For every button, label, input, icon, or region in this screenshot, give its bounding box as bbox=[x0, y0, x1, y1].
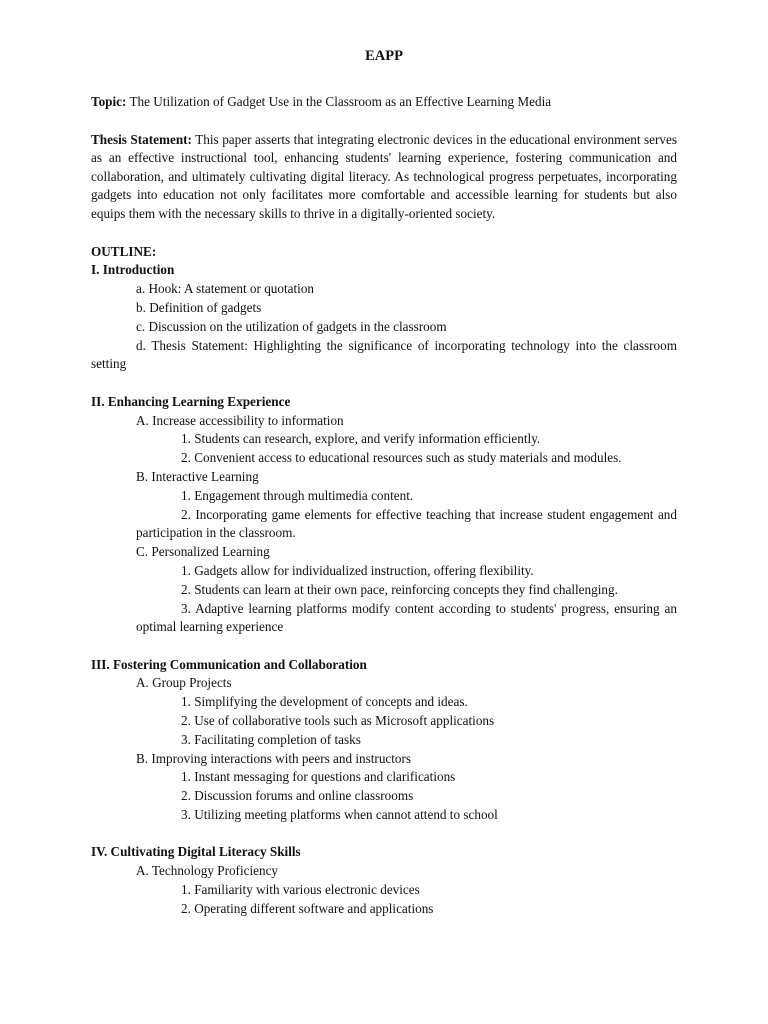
thesis-label: Thesis Statement: bbox=[91, 131, 192, 147]
outline-group-label: B. Improving interactions with peers and instructors bbox=[136, 750, 412, 766]
outline-item: d. Thesis Statement: Highlighting the significance of incorporating technology into the classroom setting bbox=[91, 337, 677, 372]
outline-subitem: 2. Convenient access to educational resources such as study materials and modules. bbox=[181, 450, 622, 466]
outline-subitem: 2. Students can learn at their own pace, reinforcing concepts they find challenging. bbox=[181, 581, 618, 597]
outline-subitem: 1. Gadgets allow for individualized instruction, offering flexibility. bbox=[181, 562, 534, 578]
section-title: IV. Cultivating Digital Literacy Skills bbox=[91, 844, 301, 860]
thesis-text: This paper asserts that integrating electronic devices in the educational environment serves as an effective instructional tool, enhancing students' learning experience, fostering communication and collaboration, and ultimately cultivating digital literacy. As technological progress perpetuates, incorporating gadgets into education not only facilitates more comfortable and accessible learning for students but also equips them with the necessary skills to thrive in a digitally-oriented society. bbox=[91, 131, 677, 221]
section-title: II. Enhancing Learning Experience bbox=[91, 393, 291, 409]
outline-subitem: 3. Utilizing meeting platforms when cannot attend to school bbox=[181, 807, 498, 823]
outline-subitem: 2. Discussion forums and online classrooms bbox=[181, 788, 414, 804]
outline-subitem: 1. Engagement through multimedia content. bbox=[181, 487, 414, 503]
outline-subitem: 2. Incorporating game elements for effective teaching that increase student engagement and participation in the classroom. bbox=[136, 506, 677, 541]
outline-group-label: C. Personalized Learning bbox=[136, 544, 270, 560]
outline-subitem: 2. Use of collaborative tools such as Microsoft applications bbox=[181, 713, 495, 729]
outline-subitem: 3. Adaptive learning platforms modify content according to students' progress, ensuring an optimal learning experience bbox=[136, 600, 677, 635]
outline-item: b. Definition of gadgets bbox=[136, 299, 262, 315]
outline-group-label: A. Increase accessibility to information bbox=[136, 412, 344, 428]
outline-item: c. Discussion on the utilization of gadgets in the classroom bbox=[136, 318, 447, 334]
outline-item: a. Hook: A statement or quotation bbox=[136, 281, 315, 297]
outline-subitem: 2. Operating different software and applications bbox=[181, 900, 434, 916]
outline-subitem: 1. Simplifying the development of concepts and ideas. bbox=[181, 694, 468, 710]
outline-group-label: B. Interactive Learning bbox=[136, 468, 259, 484]
topic-line bbox=[91, 93, 677, 112]
outline-heading: OUTLINE: bbox=[91, 243, 157, 259]
document-title: EAPP bbox=[365, 48, 403, 64]
document-page bbox=[91, 45, 677, 919]
section-title: I. Introduction bbox=[91, 262, 175, 278]
outline-group-label: A. Group Projects bbox=[136, 675, 232, 691]
topic-label: Topic: bbox=[91, 94, 127, 109]
outline-subitem: 1. Familiarity with various electronic devices bbox=[181, 882, 420, 898]
outline-subitem: 1. Students can research, explore, and verify information efficiently. bbox=[181, 431, 541, 447]
topic-text: The Utilization of Gadget Use in the Classroom as an Effective Learning Media bbox=[129, 94, 552, 109]
section-title: III. Fostering Communication and Collaboration bbox=[91, 656, 367, 672]
outline-group-label: A. Technology Proficiency bbox=[136, 863, 279, 879]
outline-subitem: 3. Facilitating completion of tasks bbox=[181, 731, 361, 747]
outline-subitem: 1. Instant messaging for questions and clarifications bbox=[181, 769, 456, 785]
thesis-paragraph bbox=[91, 131, 677, 224]
